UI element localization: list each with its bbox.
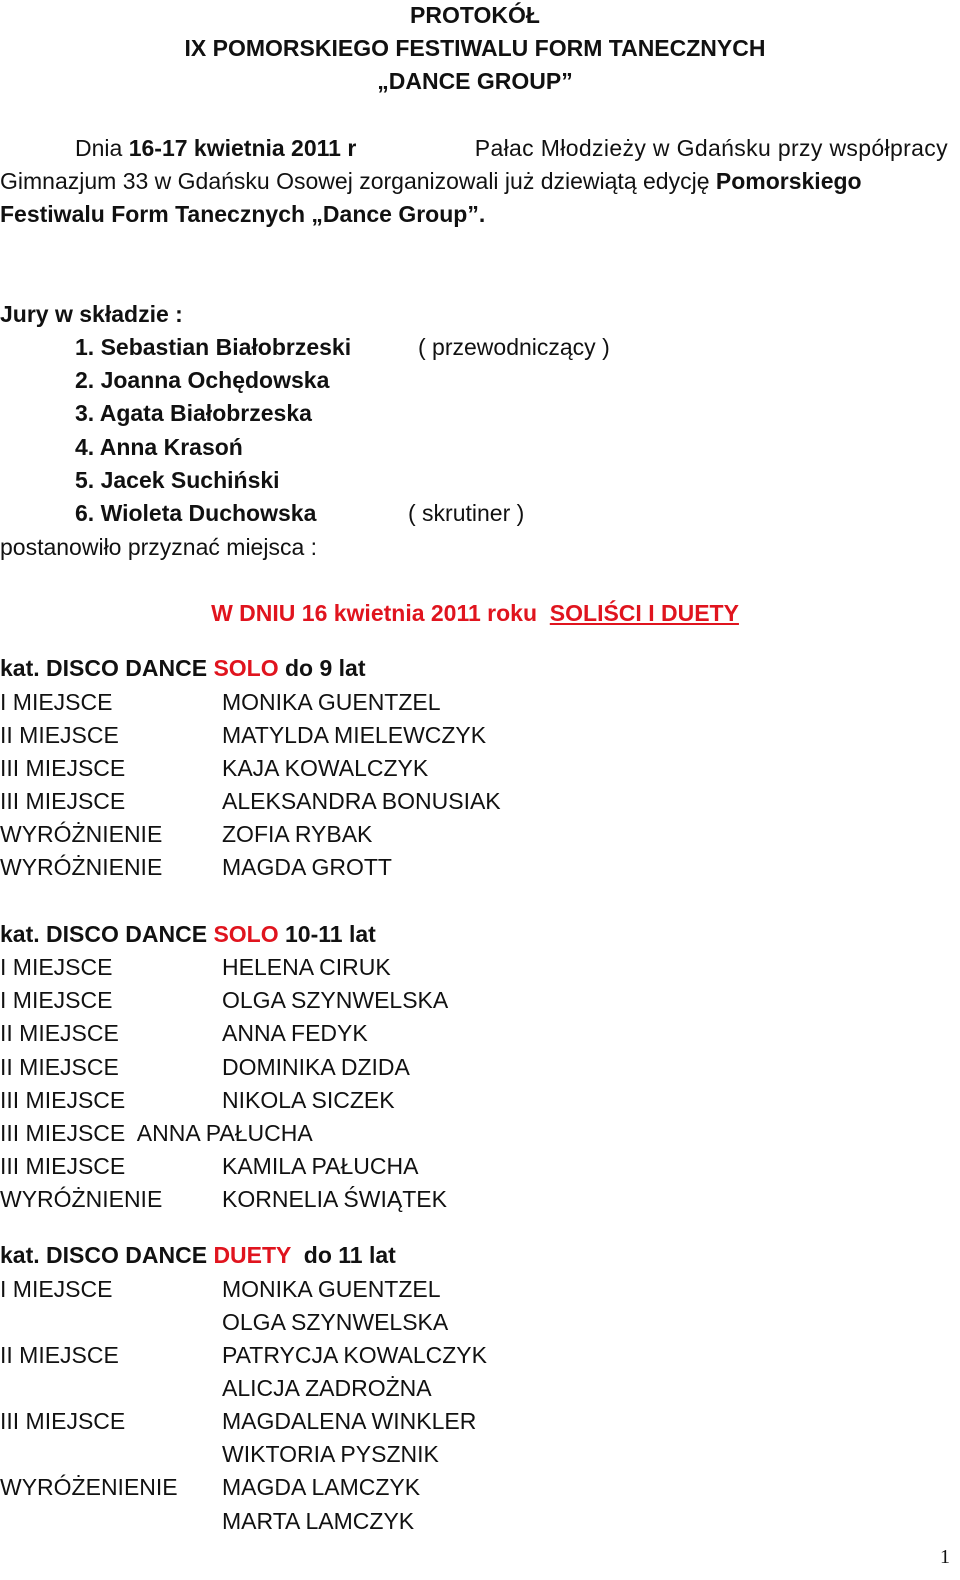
- day-heading: [0, 600, 950, 627]
- jury-member-3: 3. Agata Białobrzeska: [75, 400, 312, 426]
- jury-closing: postanowiło przyznać miejsca :: [0, 534, 318, 560]
- intro-line-1: [75, 135, 948, 162]
- section-3-row-8-name: MARTA LAMCZYK: [222, 1508, 415, 1534]
- section-3-duety: DUETY: [213, 1242, 291, 1268]
- jury-member-5: 5. Jacek Suchiński: [75, 467, 280, 493]
- section-2-row-8-place: WYRÓŻNIENIE: [0, 1186, 163, 1212]
- section-3-row-3-name: PATRYCJA KOWALCZYK: [222, 1342, 487, 1368]
- section-2-age: 10-11 lat: [278, 921, 376, 947]
- section-2-row-1-place: I MIEJSCE: [0, 954, 113, 980]
- section-3-row-2-name: OLGA SZYNWELSKA: [222, 1309, 449, 1335]
- jury-title: Jury w składzie :: [0, 301, 183, 327]
- section-1-solo: SOLO: [213, 655, 279, 681]
- section-1-row-2-name: MATYLDA MIELEWCZYK: [222, 722, 487, 748]
- section-3-row-7-name: MAGDA LAMCZYK: [222, 1474, 421, 1500]
- section-2-row-3-name: ANNA FEDYK: [222, 1020, 368, 1046]
- section-2-solo: SOLO: [213, 921, 279, 947]
- title-dance-group: „DANCE GROUP”: [377, 68, 573, 94]
- section-1-row-3-place: III MIEJSCE: [0, 755, 126, 781]
- section-2-row-7-place: III MIEJSCE: [0, 1153, 126, 1179]
- jury-member-4: 4. Anna Krasoń: [75, 434, 243, 460]
- day-heading-date: W DNIU 16 kwietnia 2011 roku: [211, 600, 538, 626]
- section-3-row-4-name: ALICJA ZADROŻNA: [222, 1375, 432, 1401]
- intro-date: 16-17 kwietnia 2011 r: [128, 135, 357, 161]
- jury-role-scrutineer: ( skrutiner ): [408, 500, 525, 526]
- section-1-heading: [0, 655, 366, 682]
- section-1-row-1-place: I MIEJSCE: [0, 689, 113, 715]
- jury-member-2: 2. Joanna Ochędowska: [75, 367, 330, 393]
- section-1-kat: kat. DISCO DANCE: [0, 655, 214, 681]
- section-1-row-6-place: WYRÓŻNIENIE: [0, 854, 163, 880]
- section-2-row-2-name: OLGA SZYNWELSKA: [222, 987, 449, 1013]
- section-1-row-3-name: KAJA KOWALCZYK: [222, 755, 429, 781]
- section-1-row-5-place: WYRÓŻNIENIE: [0, 821, 163, 847]
- section-2-kat: kat. DISCO DANCE: [0, 921, 214, 947]
- page-number: 1: [940, 1546, 950, 1568]
- section-2-row-5-place: III MIEJSCE: [0, 1087, 126, 1113]
- section-3-row-1-place: I MIEJSCE: [0, 1276, 113, 1302]
- section-2-row-7-name: KAMILA PAŁUCHA: [222, 1153, 419, 1179]
- section-3-row-5-name: MAGDALENA WINKLER: [222, 1408, 477, 1434]
- day-heading-category: SOLIŚCI I DUETY: [549, 600, 739, 626]
- section-2-row-8-name: KORNELIA ŚWIĄTEK: [222, 1186, 447, 1212]
- section-2-row-2-place: I MIEJSCE: [0, 987, 113, 1013]
- title-festival: IX POMORSKIEGO FESTIWALU FORM TANECZNYCH: [184, 35, 766, 61]
- section-2-row-6-place: III MIEJSCE ANNA PAŁUCHA: [0, 1120, 313, 1146]
- jury-role-chair: ( przewodniczący ): [418, 334, 610, 360]
- section-3-row-6-name: WIKTORIA PYSZNIK: [222, 1441, 439, 1467]
- section-1-age: do 9 lat: [278, 655, 366, 681]
- intro-line-2: [0, 168, 862, 195]
- section-3-row-7-place: WYRÓŻENIENIE: [0, 1474, 178, 1500]
- section-1-row-6-name: MAGDA GROTT: [222, 854, 392, 880]
- section-3-row-3-place: II MIEJSCE: [0, 1342, 119, 1368]
- section-1-row-4-place: III MIEJSCE: [0, 788, 126, 814]
- jury-member-6: 6. Wioleta Duchowska: [75, 500, 317, 526]
- section-3-age: do 11 lat: [290, 1242, 396, 1268]
- section-3-row-5-place: III MIEJSCE: [0, 1408, 126, 1434]
- section-2-row-3-place: II MIEJSCE: [0, 1020, 119, 1046]
- section-2-row-1-name: HELENA CIRUK: [222, 954, 391, 980]
- jury-member-1: 1. Sebastian Białobrzeski: [75, 334, 352, 360]
- section-3-row-1-name: MONIKA GUENTZEL: [222, 1276, 441, 1302]
- intro-gimnazjum: Gimnazjum 33 w Gdańsku Osowej zorganizowali już dziewiątą edycję: [0, 168, 716, 194]
- intro-palac: Pałac Młodzieży w Gdańsku przy współpracy: [474, 135, 948, 161]
- section-2-row-4-place: II MIEJSCE: [0, 1054, 119, 1080]
- section-2-row-4-name: DOMINIKA DZIDA: [222, 1054, 410, 1080]
- section-3-heading: [0, 1242, 396, 1269]
- section-2-heading: [0, 921, 376, 948]
- section-2-row-5-name: NIKOLA SICZEK: [222, 1087, 395, 1113]
- section-1-row-1-name: MONIKA GUENTZEL: [222, 689, 441, 715]
- section-3-kat: kat. DISCO DANCE: [0, 1242, 214, 1268]
- intro-line-3: Festiwalu Form Tanecznych „Dance Group”.: [0, 201, 486, 227]
- title-protokol: PROTOKÓŁ: [410, 2, 540, 28]
- intro-dnia: Dnia: [75, 135, 129, 161]
- intro-pomorskiego: Pomorskiego: [715, 168, 862, 194]
- section-1-row-4-name: ALEKSANDRA BONUSIAK: [222, 788, 501, 814]
- section-1-row-2-place: II MIEJSCE: [0, 722, 119, 748]
- section-1-row-5-name: ZOFIA RYBAK: [222, 821, 373, 847]
